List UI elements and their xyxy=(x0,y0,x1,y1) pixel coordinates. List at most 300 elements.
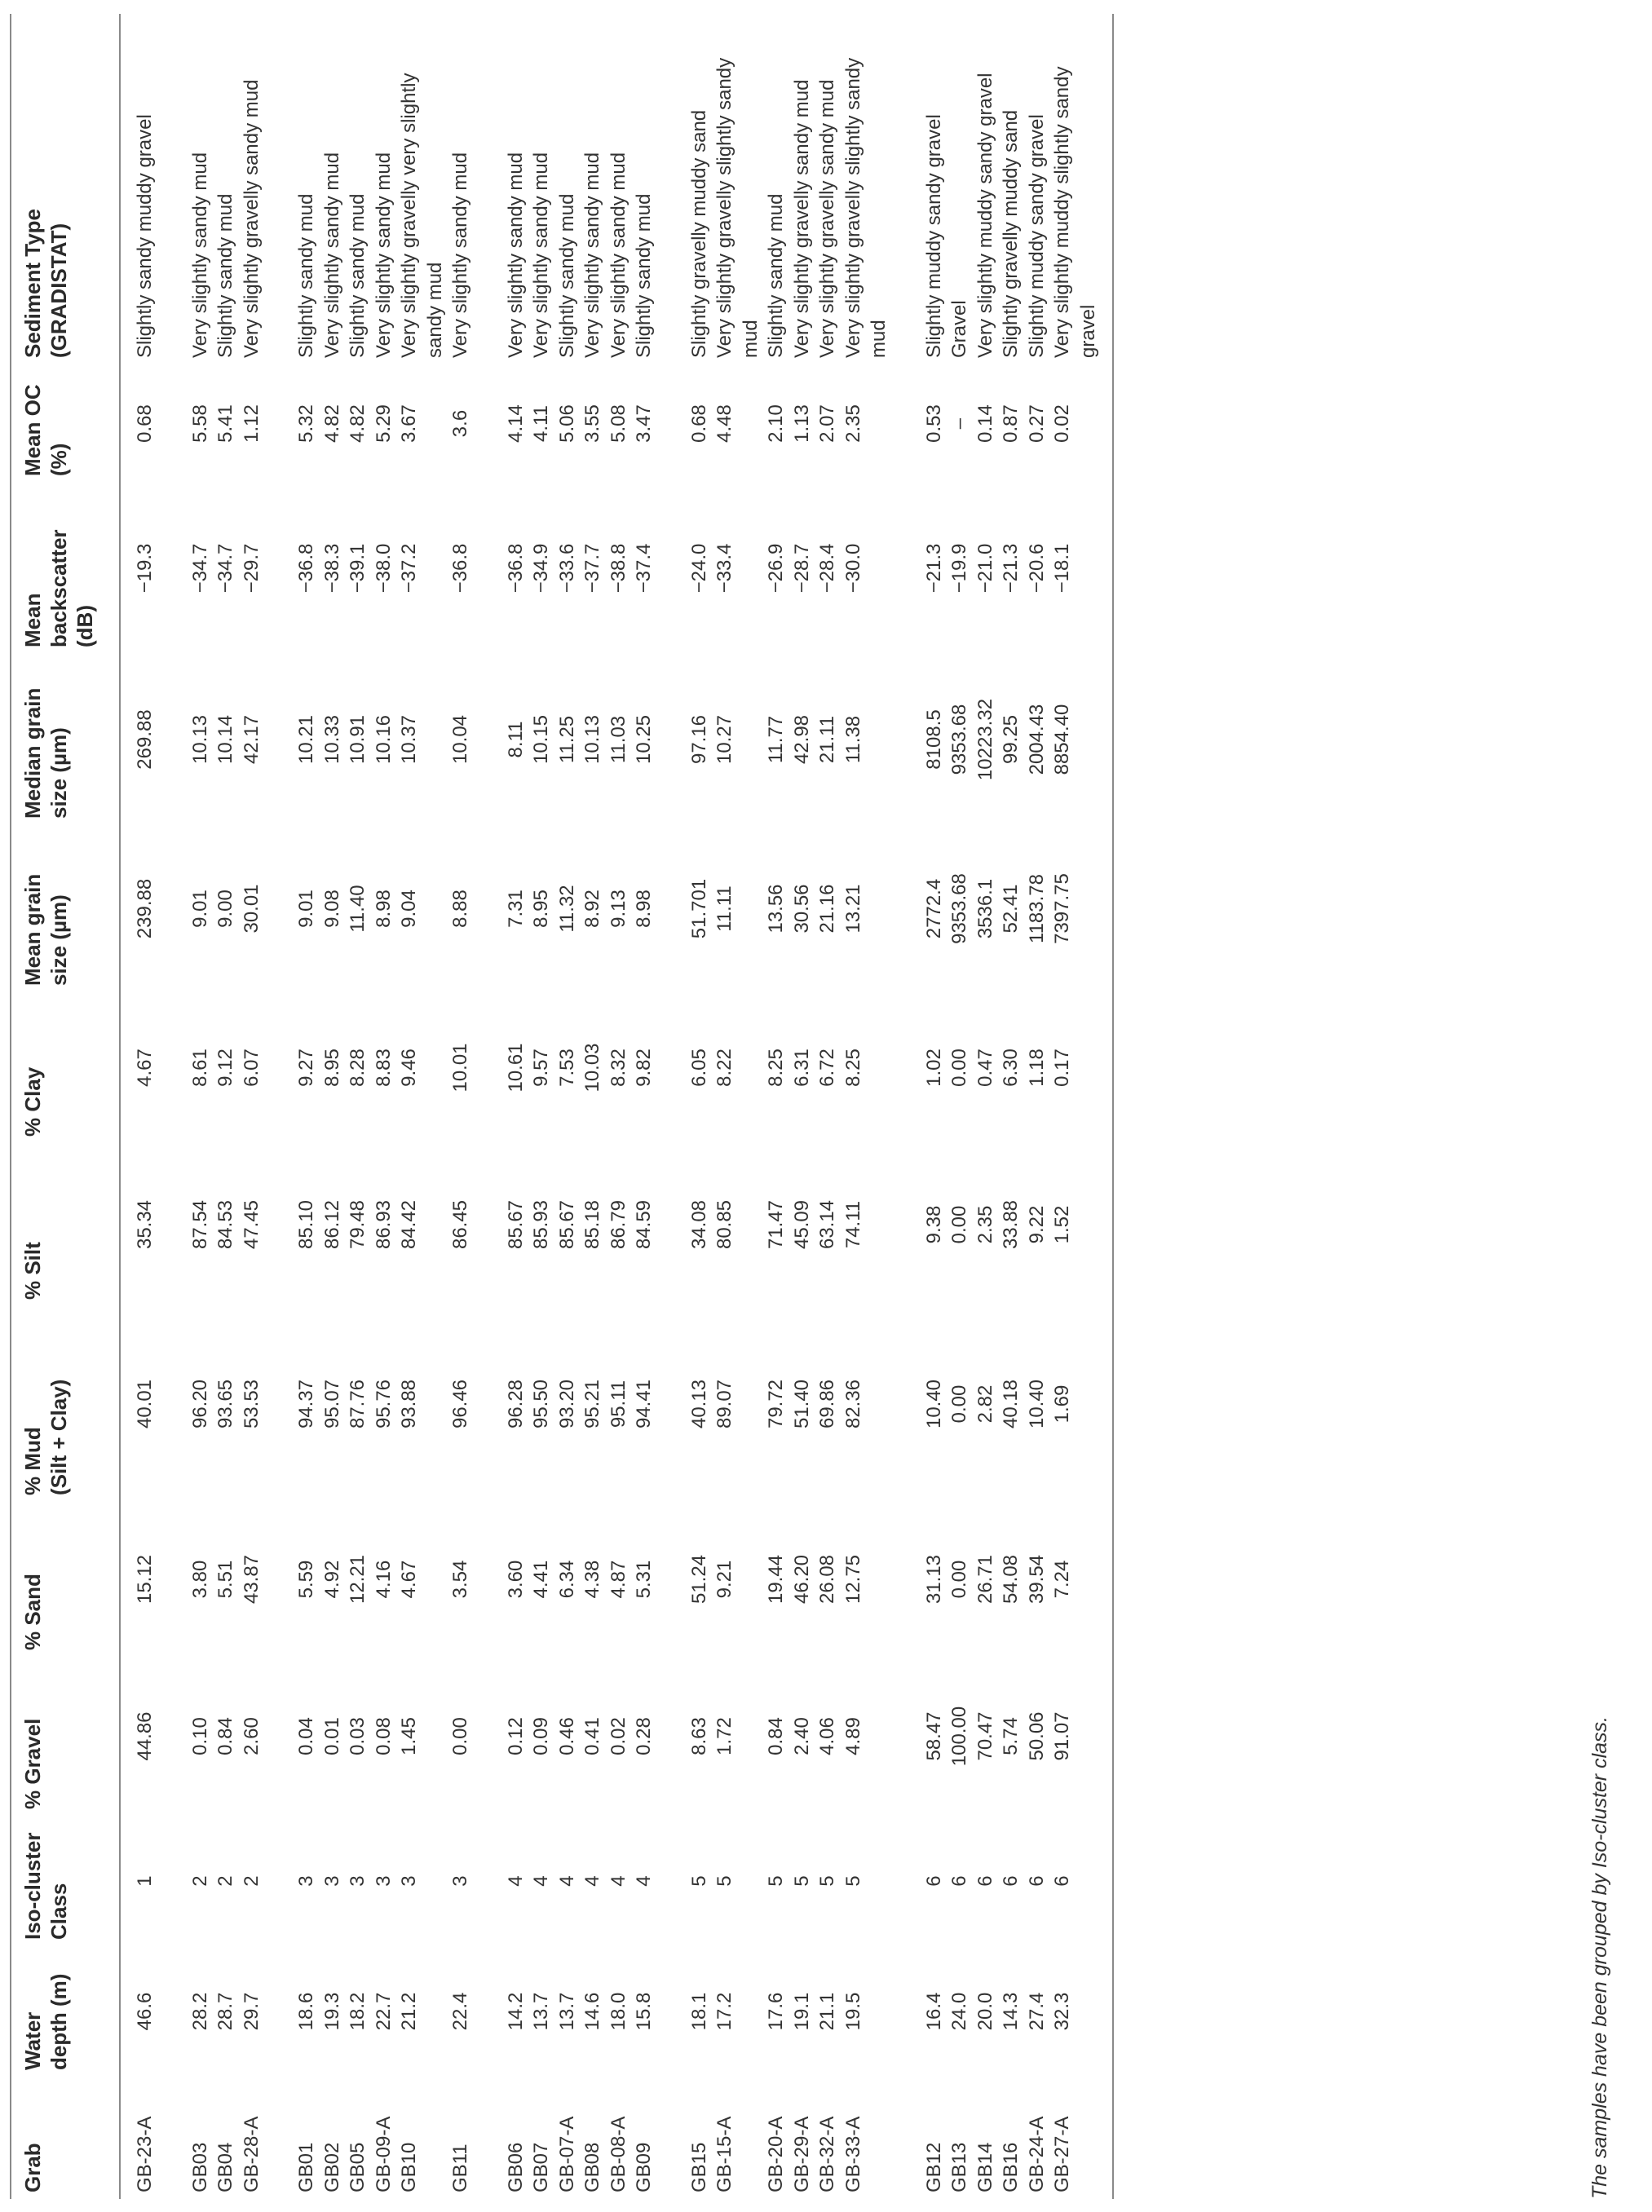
cell-grab: GB08 xyxy=(581,2142,603,2192)
cell-water-depth: 28.7 xyxy=(214,1992,236,2031)
cell-mean-backscatter: −18.1 xyxy=(1049,483,1113,654)
cell-gravel: 50.06 xyxy=(1025,1711,1048,1761)
cell-mean-oc: 0.02 xyxy=(1049,364,1113,483)
cell-sand: 3.60 xyxy=(504,1560,527,1599)
cell-median-grain-size: 10.37 xyxy=(398,714,420,765)
cell-clay: 4.67 xyxy=(134,1049,156,1087)
cell-silt: 34.08 xyxy=(687,1199,710,1250)
cell-mean-oc: 4.82 xyxy=(320,404,343,443)
cell-mean-oc: 4.11 xyxy=(530,405,552,442)
cell-mean-grain-size: 9.08 xyxy=(320,890,343,928)
cell-mean-oc: 5.32 xyxy=(295,404,317,443)
cell-mean-backscatter: −19.3 xyxy=(134,543,156,594)
cell-iso-cluster-class: 5 xyxy=(765,1875,787,1887)
cell-mean-grain-size: 7.31 xyxy=(504,890,527,928)
cell-water-depth: 14.6 xyxy=(581,1992,603,2031)
cell-mud: 95.76 xyxy=(372,1379,395,1429)
cell-mean-oc: 5.41 xyxy=(214,404,236,443)
cell-median-grain-size: 10.04 xyxy=(449,714,471,765)
cell-grab: GB02 xyxy=(320,2142,343,2192)
cell-iso-cluster-class: 6 xyxy=(1000,1875,1022,1887)
cell-mean-oc: 0.53 xyxy=(922,404,945,443)
cell-iso-cluster-class: 6 xyxy=(922,1875,945,1887)
cell-grab: GB-20-A xyxy=(765,2116,787,2192)
cell-clay: 8.25 xyxy=(765,1049,787,1087)
table-row xyxy=(448,14,474,2199)
cell-gravel: 0.46 xyxy=(555,1717,578,1755)
cell-grab: GB01 xyxy=(295,2142,317,2192)
cell-grab: GB-32-A xyxy=(816,2116,838,2192)
cell-mud: 95.11 xyxy=(607,1380,629,1428)
cell-sediment-type: Very slightly gravelly sandy mud xyxy=(240,79,263,358)
cell-sediment-type: Slightly sandy muddy gravel xyxy=(134,114,156,358)
cell-sediment-type: Slightly sandy mud xyxy=(765,193,787,358)
cell-silt: 47.45 xyxy=(240,1199,263,1250)
cell-water-depth: 18.1 xyxy=(687,1992,710,2031)
table-row xyxy=(554,14,581,2199)
cell-mean-oc: 3.55 xyxy=(581,404,603,443)
column-header-mean-oc xyxy=(11,364,120,483)
table-body xyxy=(120,14,1113,2199)
cell-mean-backscatter: −38.0 xyxy=(372,543,395,594)
cell-gravel: 58.47 xyxy=(922,1711,945,1761)
cell-sand: 9.21 xyxy=(713,1560,735,1599)
table-row xyxy=(606,14,632,2199)
cell-iso-cluster-class: 3 xyxy=(372,1875,395,1887)
cell-gravel: 0.08 xyxy=(372,1717,395,1755)
cell-silt: 79.48 xyxy=(347,1199,369,1250)
cell-mean-backscatter: −29.7 xyxy=(240,543,263,594)
cell-mean-oc: 4.14 xyxy=(504,404,527,443)
cell-grab: GB05 xyxy=(347,2142,369,2192)
cell-grab: GB11 xyxy=(449,2144,471,2192)
cell-clay: 9.57 xyxy=(530,1049,552,1087)
cell-water-depth: 21.1 xyxy=(816,1992,838,2031)
cell-gravel: 2.40 xyxy=(790,1717,813,1755)
cell-mud: 96.28 xyxy=(504,1379,527,1429)
cell-mean-grain-size: 30.56 xyxy=(790,884,813,934)
header-line: backscatter (dB) xyxy=(46,529,97,647)
cell-mean-oc: 2.10 xyxy=(765,404,787,443)
header-line: % Mud xyxy=(20,1427,45,1495)
cell-mean-grain-size: 8.95 xyxy=(530,890,552,928)
cell-mean-grain-size: 8.92 xyxy=(581,890,603,928)
cell-mean-grain-size: 21.16 xyxy=(816,884,838,934)
cell-gravel: 0.84 xyxy=(765,1717,787,1755)
cell-mean-oc: 5.29 xyxy=(372,404,395,443)
cell-clay: 10.03 xyxy=(581,1043,603,1093)
cell-mud: 82.36 xyxy=(841,1379,864,1429)
cell-mean-grain-size: 239.88 xyxy=(134,878,156,939)
column-header-sand xyxy=(11,1502,120,1657)
cell-water-depth: 13.7 xyxy=(530,1992,552,2031)
cell-gravel: 0.03 xyxy=(347,1717,369,1755)
cell-gravel: 0.10 xyxy=(188,1717,211,1755)
table-row xyxy=(631,14,657,2199)
cell-silt: 35.34 xyxy=(134,1199,156,1250)
cell-water-depth: 18.6 xyxy=(295,1992,317,2031)
cell-iso-cluster-class: 3 xyxy=(347,1875,369,1887)
cell-mud: 40.18 xyxy=(1000,1379,1022,1429)
cell-mean-backscatter: −30.0 xyxy=(841,543,864,594)
cell-water-depth: 21.2 xyxy=(398,1992,420,2031)
table-row xyxy=(998,14,1024,2199)
cell-mean-backscatter: −28.4 xyxy=(816,543,838,594)
cell-sediment-type: Very slightly muddy sandy gravel xyxy=(974,73,996,358)
cell-median-grain-size: 10.13 xyxy=(188,714,211,765)
cell-grab: GB-29-A xyxy=(790,2116,813,2192)
cell-mean-backscatter: −21.3 xyxy=(922,543,945,594)
cell-sediment-type: Slightly muddy sandy gravel xyxy=(922,114,945,358)
cell-iso-cluster-class: 4 xyxy=(530,1875,552,1887)
column-header-grab xyxy=(11,2077,120,2199)
cell-sediment-type: Slightly gravelly muddy sand xyxy=(1000,109,1022,358)
cell-silt: 86.79 xyxy=(607,1199,629,1250)
cell-water-depth: 15.8 xyxy=(633,1992,655,2031)
cell-sediment-type: Slightly sandy mud xyxy=(347,193,369,358)
cell-mean-backscatter: −36.8 xyxy=(449,543,471,594)
cell-silt: 80.85 xyxy=(713,1199,735,1250)
cell-water-depth: 19.3 xyxy=(320,1992,343,2031)
cell-gravel: 1.72 xyxy=(713,1717,735,1755)
cell-sediment-type: Slightly sandy mud xyxy=(295,193,317,358)
cell-mean-grain-size: 9.01 xyxy=(188,890,211,928)
cell-sediment-type: Very slightly sandy mud xyxy=(372,152,395,358)
cell-mean-grain-size: 30.01 xyxy=(240,884,263,934)
cell-mean-oc: 4.82 xyxy=(347,404,369,443)
cell-silt: 1.52 xyxy=(1049,1143,1113,1306)
table-row xyxy=(213,14,239,2199)
cell-silt: 71.47 xyxy=(765,1199,787,1250)
cell-water-depth: 19.5 xyxy=(841,1992,864,2031)
table-row xyxy=(789,14,815,2199)
cell-mean-oc: 2.07 xyxy=(816,404,838,443)
cell-grab: GB09 xyxy=(633,2142,655,2192)
cell-mean-oc: 1.12 xyxy=(240,404,263,443)
cell-silt: 86.93 xyxy=(372,1199,395,1250)
cell-iso-cluster-class: 4 xyxy=(607,1875,629,1887)
cell-mean-backscatter: −34.7 xyxy=(188,543,211,594)
cell-sediment-type: Very slightly muddy slightly sandy gravel xyxy=(1049,14,1113,364)
cell-mean-backscatter: −33.6 xyxy=(555,543,578,594)
cell-sand: 31.13 xyxy=(922,1554,945,1605)
cell-water-depth: 46.6 xyxy=(134,1992,156,2031)
cell-mud: 89.07 xyxy=(713,1379,735,1429)
cell-water-depth: 19.1 xyxy=(790,1992,813,2031)
cell-mean-backscatter: −38.8 xyxy=(607,543,629,594)
cell-iso-cluster-class: 4 xyxy=(504,1875,527,1887)
cell-mean-grain-size: 51.701 xyxy=(687,878,710,939)
cell-iso-cluster-class: 6 xyxy=(948,1875,970,1887)
cell-iso-cluster-class: 3 xyxy=(449,1875,471,1887)
cell-clay: 7.53 xyxy=(555,1049,578,1087)
cell-mud: 69.86 xyxy=(816,1379,838,1429)
cell-mean-oc: 2.35 xyxy=(841,404,864,443)
cell-mud: 10.40 xyxy=(1025,1379,1048,1429)
cell-iso-cluster-class: 4 xyxy=(555,1875,578,1887)
cell-gravel: 0.41 xyxy=(581,1717,603,1755)
cell-mean-backscatter: −37.7 xyxy=(581,543,603,594)
cell-water-depth: 14.3 xyxy=(1000,1992,1022,2031)
cell-sand: 4.16 xyxy=(372,1560,395,1599)
cell-mean-oc: 0.68 xyxy=(134,404,156,443)
header-line: Grab xyxy=(20,2143,45,2192)
cell-sand: 19.44 xyxy=(765,1554,787,1605)
cell-iso-cluster-class: 5 xyxy=(841,1875,864,1887)
cell-median-grain-size: 9353.68 xyxy=(948,704,970,775)
cell-mean-grain-size: 1183.78 xyxy=(1025,874,1048,943)
cell-grab: GB13 xyxy=(948,2142,970,2192)
cell-mud: 95.07 xyxy=(320,1379,343,1429)
cell-gravel: 0.01 xyxy=(320,1717,343,1755)
cell-silt: 86.45 xyxy=(449,1199,471,1250)
cell-median-grain-size: 11.25 xyxy=(555,715,578,764)
header-line: (Silt + Clay) xyxy=(46,1379,71,1495)
header-line: % Silt xyxy=(20,1242,45,1300)
cell-grab: GB10 xyxy=(398,2142,420,2192)
cell-mean-grain-size: 13.56 xyxy=(765,884,787,934)
cell-mean-grain-size: 3536.1 xyxy=(974,878,996,939)
cell-mean-grain-size: 8.88 xyxy=(449,890,471,928)
cell-grab: GB-33-A xyxy=(841,2116,864,2192)
header-line: Sediment Type xyxy=(20,208,45,358)
cell-mud: 96.20 xyxy=(188,1379,211,1429)
cell-grab: GB16 xyxy=(1000,2142,1022,2192)
cell-mean-oc: 5.06 xyxy=(555,404,578,443)
cell-clay: 6.05 xyxy=(687,1049,710,1087)
cell-mud: 87.76 xyxy=(347,1379,369,1429)
table-footnote: The samples have been grouped by Iso-cluster class. xyxy=(1588,1716,1611,2199)
cell-grab: GB-09-A xyxy=(372,2116,395,2192)
cell-clay: 9.12 xyxy=(214,1049,236,1087)
header-line: Iso-cluster xyxy=(20,1832,45,1940)
cell-mean-grain-size: 8.98 xyxy=(372,890,395,928)
cell-water-depth: 14.2 xyxy=(504,1992,527,2031)
cell-mean-oc: 3.67 xyxy=(398,404,420,443)
cell-gravel: 8.63 xyxy=(687,1717,710,1755)
cell-iso-cluster-class: 5 xyxy=(687,1875,710,1887)
cell-sediment-type: Very slightly sandy mud xyxy=(530,152,552,358)
cell-median-grain-size: 8.11 xyxy=(504,721,527,758)
cell-median-grain-size: 10.33 xyxy=(320,714,343,765)
cell-sand: 3.80 xyxy=(188,1560,211,1599)
table-row xyxy=(396,14,448,2199)
header-line: Class xyxy=(46,1883,71,1940)
cell-mean-oc: 3.47 xyxy=(633,404,655,443)
cell-water-depth: 18.2 xyxy=(347,1992,369,2031)
cell-gravel: 5.74 xyxy=(1000,1717,1022,1755)
cell-silt: 33.88 xyxy=(1000,1199,1022,1250)
column-header-sediment-type xyxy=(11,14,120,364)
cell-water-depth: 29.7 xyxy=(240,1992,263,2031)
cell-sand: 26.08 xyxy=(816,1554,838,1605)
cell-clay: 8.95 xyxy=(320,1049,343,1087)
cell-mud: 93.20 xyxy=(555,1379,578,1429)
cell-mean-oc: 0.27 xyxy=(1025,404,1048,443)
cell-grab: GB-08-A xyxy=(607,2116,629,2192)
cell-water-depth: 32.3 xyxy=(1049,1946,1113,2077)
table-row xyxy=(474,14,529,2199)
cell-sand: 7.24 xyxy=(1049,1502,1113,1657)
cell-clay: 6.72 xyxy=(816,1049,838,1087)
cell-sediment-type: Slightly muddy sandy gravel xyxy=(1025,114,1048,358)
cell-mud: 1.69 xyxy=(1049,1306,1113,1502)
cell-mean-backscatter: −28.7 xyxy=(790,543,813,594)
cell-gravel: 1.45 xyxy=(398,1717,420,1755)
column-header-silt xyxy=(11,1143,120,1306)
cell-gravel: 44.86 xyxy=(134,1711,156,1761)
cell-mud: 93.88 xyxy=(398,1379,420,1429)
cell-median-grain-size: 10.15 xyxy=(530,714,552,765)
table-row xyxy=(264,14,320,2199)
cell-silt: 63.14 xyxy=(816,1199,838,1250)
cell-median-grain-size: 11.03 xyxy=(607,715,629,764)
cell-clay: 6.07 xyxy=(240,1049,263,1087)
cell-iso-cluster-class: 3 xyxy=(295,1875,317,1887)
cell-sand: 5.31 xyxy=(633,1560,655,1599)
cell-clay: 9.27 xyxy=(295,1049,317,1087)
cell-silt: 9.22 xyxy=(1025,1205,1048,1244)
cell-grab: GB14 xyxy=(974,2142,996,2192)
cell-median-grain-size: 11.38 xyxy=(841,715,864,764)
table-row xyxy=(580,14,606,2199)
cell-mean-grain-size: 9.04 xyxy=(398,890,420,928)
cell-iso-cluster-class: 5 xyxy=(713,1875,735,1887)
cell-iso-cluster-class: 5 xyxy=(816,1875,838,1887)
cell-mud: 10.40 xyxy=(922,1379,945,1429)
cell-silt: 87.54 xyxy=(188,1199,211,1250)
cell-mean-backscatter: −21.3 xyxy=(1000,543,1022,594)
cell-sand: 43.87 xyxy=(240,1554,263,1605)
cell-grab: GB07 xyxy=(530,2142,552,2192)
cell-silt: 84.53 xyxy=(214,1199,236,1250)
cell-sand: 4.38 xyxy=(581,1560,603,1599)
column-header-clay xyxy=(11,992,120,1143)
header-line: size (µm) xyxy=(46,894,71,986)
cell-water-depth: 18.0 xyxy=(607,1992,629,2031)
cell-mean-oc: 4.48 xyxy=(713,404,735,443)
cell-mean-oc: 0.87 xyxy=(1000,404,1022,443)
cell-median-grain-size: 42.98 xyxy=(790,714,813,765)
cell-mean-backscatter: −38.3 xyxy=(320,543,343,594)
cell-gravel: 4.89 xyxy=(841,1717,864,1755)
cell-mean-grain-size: 8.98 xyxy=(633,890,655,928)
cell-silt: 45.09 xyxy=(790,1199,813,1250)
cell-grab: GB-28-A xyxy=(240,2116,263,2192)
cell-mean-grain-size: 13.21 xyxy=(841,884,864,934)
column-header-mean-backscatter xyxy=(11,483,120,654)
cell-sand: 4.67 xyxy=(398,1560,420,1599)
cell-mud: 51.40 xyxy=(790,1379,813,1429)
cell-silt: 85.10 xyxy=(295,1199,317,1250)
cell-mean-oc: 1.13 xyxy=(790,404,813,443)
cell-median-grain-size: 10.16 xyxy=(372,714,395,765)
cell-clay: 9.46 xyxy=(398,1049,420,1087)
cell-sand: 51.24 xyxy=(687,1554,710,1605)
header-line: depth (m) xyxy=(46,1973,71,2070)
cell-clay: 8.61 xyxy=(188,1049,211,1087)
cell-grab: GB-27-A xyxy=(1049,2077,1113,2199)
table-row xyxy=(528,14,554,2199)
cell-mean-oc: 3.6 xyxy=(449,409,471,438)
header-line: Mean grain xyxy=(20,873,45,986)
cell-iso-cluster-class: 6 xyxy=(1025,1875,1048,1887)
cell-water-depth: 20.0 xyxy=(974,1992,996,2031)
cell-mean-backscatter: −20.6 xyxy=(1025,543,1048,594)
cell-clay: 8.32 xyxy=(607,1049,629,1087)
cell-median-grain-size: 11.77 xyxy=(765,715,787,764)
cell-mean-backscatter: −37.2 xyxy=(398,543,420,594)
cell-iso-cluster-class: 4 xyxy=(581,1875,603,1887)
header-line: % Clay xyxy=(20,1066,45,1137)
cell-sand: 0.00 xyxy=(948,1560,970,1599)
column-header-median-grain-size xyxy=(11,654,120,825)
cell-median-grain-size: 10.25 xyxy=(633,714,655,765)
cell-iso-cluster-class: 4 xyxy=(633,1875,655,1887)
cell-mud: 95.21 xyxy=(581,1379,603,1429)
cell-iso-cluster-class: 2 xyxy=(188,1875,211,1887)
cell-clay: 10.61 xyxy=(504,1043,527,1093)
header-line: % Sand xyxy=(20,1574,45,1650)
cell-silt: 84.59 xyxy=(633,1199,655,1250)
cell-mean-oc: – xyxy=(948,417,970,430)
cell-median-grain-size: 10.13 xyxy=(581,714,603,765)
cell-sand: 12.75 xyxy=(841,1554,864,1605)
cell-grab: GB12 xyxy=(922,2142,945,2192)
header-line: (GRADISTAT) xyxy=(46,223,71,358)
column-header-mud xyxy=(11,1306,120,1502)
cell-mean-backscatter: −34.7 xyxy=(214,543,236,594)
table-row xyxy=(712,14,763,2199)
cell-mean-backscatter: −37.4 xyxy=(633,543,655,594)
cell-gravel: 91.07 xyxy=(1049,1657,1113,1816)
cell-mean-backscatter: −34.9 xyxy=(530,543,552,594)
cell-grab: GB03 xyxy=(188,2142,211,2192)
cell-grab: GB04 xyxy=(214,2142,236,2192)
cell-clay: 8.25 xyxy=(841,1049,864,1087)
cell-sediment-type: Very slightly sandy mud xyxy=(188,152,211,358)
cell-mean-backscatter: −19.9 xyxy=(948,543,970,594)
cell-mean-grain-size: 9.01 xyxy=(295,890,317,928)
table-row xyxy=(345,14,371,2199)
header-line: Mean xyxy=(20,593,45,647)
cell-median-grain-size: 10223.32 xyxy=(974,698,996,781)
header-line: size (µm) xyxy=(46,727,71,819)
cell-mean-oc: 5.08 xyxy=(607,404,629,443)
cell-sediment-type: Slightly sandy mud xyxy=(214,193,236,358)
table-row xyxy=(1024,14,1050,2199)
cell-water-depth: 24.0 xyxy=(948,1992,970,2031)
cell-gravel: 100.00 xyxy=(948,1706,970,1767)
header-line: Mean OC xyxy=(20,384,45,476)
column-header-gravel xyxy=(11,1657,120,1816)
cell-iso-cluster-class: 2 xyxy=(214,1875,236,1887)
cell-sand: 12.21 xyxy=(347,1554,369,1605)
cell-grab: GB15 xyxy=(687,2142,710,2192)
cell-mud: 93.65 xyxy=(214,1379,236,1429)
cell-water-depth: 13.7 xyxy=(555,1992,578,2031)
cell-sand: 26.71 xyxy=(974,1554,996,1605)
cell-median-grain-size: 8854.40 xyxy=(1049,654,1113,825)
cell-water-depth: 17.6 xyxy=(765,1992,787,2031)
cell-mud: 2.82 xyxy=(974,1384,996,1424)
cell-iso-cluster-class: 2 xyxy=(240,1875,263,1887)
cell-silt: 74.11 xyxy=(841,1200,864,1249)
cell-sand: 39.54 xyxy=(1025,1554,1048,1605)
header-line: Median grain xyxy=(20,687,45,819)
cell-water-depth: 16.4 xyxy=(922,1992,945,2031)
cell-grab: GB-07-A xyxy=(555,2116,578,2192)
